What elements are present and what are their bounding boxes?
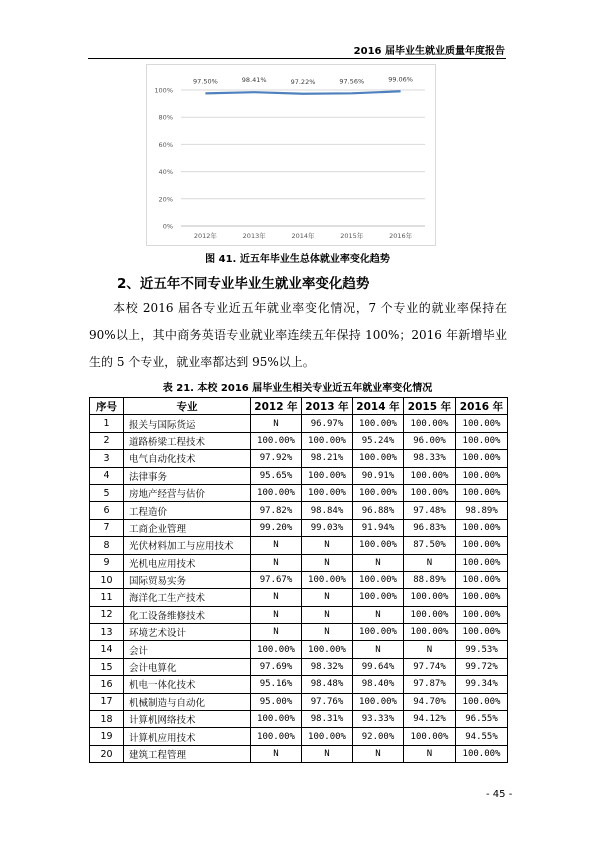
major-cell: 国际贸易实务 — [124, 571, 251, 588]
major-cell: 海洋化工生产技术 — [124, 589, 251, 606]
rate-cell: 100.00% — [302, 571, 353, 588]
rate-cell: N — [353, 745, 404, 762]
table-row — [90, 624, 508, 641]
rate-cell: 100.00% — [353, 415, 404, 432]
rate-cell: 100.00% — [404, 728, 456, 745]
table-row — [90, 467, 508, 484]
table-row — [90, 745, 508, 762]
rate-cell: N — [404, 745, 456, 762]
row-index-cell: 12 — [90, 606, 124, 623]
y-tick-label: 60% — [158, 140, 173, 149]
major-cell: 会计电算化 — [124, 658, 251, 675]
rate-cell: 100.00% — [456, 589, 508, 606]
major-cell: 工程造价 — [124, 502, 251, 519]
rate-cell: 100.00% — [456, 467, 508, 484]
rate-cell: 100.00% — [456, 571, 508, 588]
rate-cell: N — [353, 641, 404, 658]
rate-cell: 99.72% — [456, 658, 508, 675]
rate-cell: 97.69% — [251, 658, 302, 675]
y-tick-label: 0% — [162, 222, 173, 231]
rate-cell: 92.00% — [353, 728, 404, 745]
rate-cell: N — [251, 606, 302, 623]
rate-cell: 95.24% — [353, 432, 404, 449]
row-index-cell: 13 — [90, 624, 124, 641]
row-index-cell: 19 — [90, 728, 124, 745]
rate-cell: 100.00% — [456, 537, 508, 554]
employment-rate-chart — [146, 64, 436, 246]
rate-cell: 100.00% — [353, 693, 404, 710]
rate-cell: 100.00% — [456, 554, 508, 571]
rate-cell: 100.00% — [456, 624, 508, 641]
table-header-row — [90, 398, 508, 415]
rate-cell: 97.92% — [251, 450, 302, 467]
rate-cell: 98.40% — [353, 676, 404, 693]
rate-cell: 100.00% — [302, 728, 353, 745]
rate-cell: 95.00% — [251, 693, 302, 710]
rate-cell: N — [251, 624, 302, 641]
rate-cell: 100.00% — [456, 450, 508, 467]
table-row — [90, 641, 508, 658]
rate-cell: 94.55% — [456, 728, 508, 745]
rate-cell: 95.65% — [251, 467, 302, 484]
table-row — [90, 502, 508, 519]
row-index-cell: 7 — [90, 519, 124, 536]
major-cell: 会计 — [124, 641, 251, 658]
major-cell: 机械制造与自动化 — [124, 693, 251, 710]
running-header: 2016 届毕业生就业质量年度报告 — [353, 46, 505, 57]
major-cell: 建筑工程管理 — [124, 745, 251, 762]
rate-cell: N — [251, 415, 302, 432]
rate-cell: 100.00% — [353, 450, 404, 467]
row-index-cell: 14 — [90, 641, 124, 658]
x-tick-label: 2016年 — [389, 232, 413, 240]
rate-cell: 99.03% — [302, 519, 353, 536]
rate-cell: 100.00% — [302, 641, 353, 658]
rate-cell: 96.97% — [302, 415, 353, 432]
column-header: 2015 年 — [404, 398, 456, 415]
column-header: 2013 年 — [302, 398, 353, 415]
rate-cell: 99.20% — [251, 519, 302, 536]
rate-cell: 88.89% — [404, 571, 456, 588]
rate-cell: 95.16% — [251, 676, 302, 693]
body-paragraph: 本校 2016 届各专业近五年就业率变化情况，7 个专业的就业率保持在 90%以上，其中商务英语专业就业率连续五年保持 100%；2016 年新增毕业生的 5 个专业，就业率都达到 95%以上。 — [89, 301, 507, 369]
rate-cell: 100.00% — [456, 432, 508, 449]
rate-cell: 99.64% — [353, 658, 404, 675]
x-tick-label: 2012年 — [193, 232, 217, 240]
rate-cell: 100.00% — [302, 467, 353, 484]
row-index-cell: 15 — [90, 658, 124, 675]
rate-cell: 96.88% — [353, 502, 404, 519]
row-index-cell: 16 — [90, 676, 124, 693]
rate-cell: 100.00% — [302, 432, 353, 449]
y-tick-label: 40% — [158, 168, 173, 177]
rate-cell: N — [251, 745, 302, 762]
major-cell: 光伏材料加工与应用技术 — [124, 537, 251, 554]
row-index-cell: 8 — [90, 537, 124, 554]
row-index-cell: 20 — [90, 745, 124, 762]
row-index-cell: 5 — [90, 484, 124, 501]
major-cell: 环境艺术设计 — [124, 624, 251, 641]
employment-rate-table — [89, 397, 508, 763]
row-index-cell: 10 — [90, 571, 124, 588]
rate-cell: 100.00% — [251, 484, 302, 501]
x-tick-label: 2013年 — [242, 232, 266, 240]
rate-cell: 99.34% — [456, 676, 508, 693]
header-rule — [88, 58, 506, 59]
table-row — [90, 676, 508, 693]
rate-cell: 97.82% — [251, 502, 302, 519]
rate-cell: 97.67% — [251, 571, 302, 588]
rate-cell: 94.12% — [404, 711, 456, 728]
rate-cell: 99.53% — [456, 641, 508, 658]
major-cell: 计算机网络技术 — [124, 711, 251, 728]
rate-cell: 97.74% — [404, 658, 456, 675]
rate-cell: 100.00% — [404, 415, 456, 432]
rate-cell: 100.00% — [302, 484, 353, 501]
rate-cell: 100.00% — [456, 415, 508, 432]
rate-cell: 97.76% — [302, 693, 353, 710]
rate-cell: 100.00% — [456, 606, 508, 623]
rate-cell: 100.00% — [353, 484, 404, 501]
table-row — [90, 693, 508, 710]
column-header: 2012 年 — [251, 398, 302, 415]
table-row — [90, 519, 508, 536]
rate-cell: N — [302, 745, 353, 762]
rate-cell: N — [302, 589, 353, 606]
data-label: 97.50% — [193, 77, 218, 86]
major-cell: 法律事务 — [124, 467, 251, 484]
chart-svg — [147, 65, 435, 245]
figure-caption: 图 41. 近五年毕业生总体就业率变化趋势 — [205, 254, 390, 265]
table-body — [90, 415, 508, 763]
row-index-cell: 1 — [90, 415, 124, 432]
y-tick-label: 80% — [158, 113, 173, 122]
rate-cell: 91.94% — [353, 519, 404, 536]
table-row — [90, 450, 508, 467]
table-row — [90, 537, 508, 554]
rate-cell: 100.00% — [404, 467, 456, 484]
major-cell: 光机电应用技术 — [124, 554, 251, 571]
row-index-cell: 2 — [90, 432, 124, 449]
major-cell: 房地产经营与估价 — [124, 484, 251, 501]
major-cell: 机电一体化技术 — [124, 676, 251, 693]
data-label: 99.06% — [388, 75, 413, 84]
table-row — [90, 484, 508, 501]
column-header: 专业 — [124, 398, 251, 415]
section-heading: 2、近五年不同专业毕业生就业率变化趋势 — [117, 276, 370, 292]
rate-cell: 100.00% — [353, 624, 404, 641]
row-index-cell: 3 — [90, 450, 124, 467]
rate-cell: 100.00% — [251, 432, 302, 449]
rate-cell: 93.33% — [353, 711, 404, 728]
row-index-cell: 4 — [90, 467, 124, 484]
major-cell: 道路桥梁工程技术 — [124, 432, 251, 449]
y-tick-label: 20% — [158, 195, 173, 204]
rate-cell: 98.21% — [302, 450, 353, 467]
rate-cell: 98.31% — [302, 711, 353, 728]
rate-cell: 100.00% — [353, 571, 404, 588]
table-row — [90, 589, 508, 606]
row-index-cell: 11 — [90, 589, 124, 606]
rate-cell: 98.84% — [302, 502, 353, 519]
rate-cell: 100.00% — [456, 519, 508, 536]
major-cell: 报关与国际货运 — [124, 415, 251, 432]
rate-cell: N — [353, 554, 404, 571]
rate-cell: 100.00% — [251, 728, 302, 745]
rate-cell: 98.89% — [456, 502, 508, 519]
column-header: 2016 年 — [456, 398, 508, 415]
data-label: 98.41% — [241, 76, 267, 85]
rate-cell: 97.87% — [404, 676, 456, 693]
data-label: 97.22% — [290, 77, 316, 86]
major-cell: 化工设备维修技术 — [124, 606, 251, 623]
table-row — [90, 554, 508, 571]
table-row — [90, 711, 508, 728]
data-label: 97.56% — [339, 77, 365, 86]
rate-cell: 100.00% — [456, 484, 508, 501]
table-row — [90, 658, 508, 675]
x-tick-label: 2015年 — [340, 232, 364, 240]
series-line — [205, 91, 400, 94]
rate-cell: 96.55% — [456, 711, 508, 728]
rate-cell: 87.50% — [404, 537, 456, 554]
rate-cell: 96.00% — [404, 432, 456, 449]
table-row — [90, 571, 508, 588]
major-cell: 计算机应用技术 — [124, 728, 251, 745]
rate-cell: N — [302, 606, 353, 623]
rate-cell: 96.83% — [404, 519, 456, 536]
rate-cell: 100.00% — [251, 641, 302, 658]
table-row — [90, 728, 508, 745]
rate-cell: 98.33% — [404, 450, 456, 467]
major-cell: 电气自动化技术 — [124, 450, 251, 467]
rate-cell: N — [353, 606, 404, 623]
rate-cell: 100.00% — [456, 745, 508, 762]
rate-cell: N — [251, 537, 302, 554]
rate-cell: 100.00% — [353, 537, 404, 554]
rate-cell: N — [302, 537, 353, 554]
rate-cell: 100.00% — [404, 589, 456, 606]
rate-cell: N — [404, 641, 456, 658]
rate-cell: 97.48% — [404, 502, 456, 519]
rate-cell: 100.00% — [353, 589, 404, 606]
rate-cell: N — [404, 554, 456, 571]
rate-cell: 98.48% — [302, 676, 353, 693]
rate-cell: 100.00% — [251, 711, 302, 728]
column-header: 2014 年 — [353, 398, 404, 415]
rate-cell: 100.00% — [404, 606, 456, 623]
table-row — [90, 606, 508, 623]
table-row — [90, 415, 508, 432]
rate-cell: 100.00% — [456, 693, 508, 710]
column-header: 序号 — [90, 398, 124, 415]
row-index-cell: 17 — [90, 693, 124, 710]
rate-cell: N — [251, 554, 302, 571]
rate-cell: 98.32% — [302, 658, 353, 675]
rate-cell: 94.70% — [404, 693, 456, 710]
rate-cell: N — [302, 554, 353, 571]
rate-cell: 100.00% — [404, 624, 456, 641]
table-caption: 表 21. 本校 2016 届毕业生相关专业近五年就业率变化情况 — [162, 383, 433, 394]
row-index-cell: 6 — [90, 502, 124, 519]
major-cell: 工商企业管理 — [124, 519, 251, 536]
x-tick-label: 2014年 — [291, 232, 315, 240]
rate-cell: N — [251, 589, 302, 606]
table-row — [90, 432, 508, 449]
rate-cell: 90.91% — [353, 467, 404, 484]
row-index-cell: 18 — [90, 711, 124, 728]
page-number: - 45 - — [486, 789, 513, 800]
rate-cell: 100.00% — [404, 484, 456, 501]
rate-cell: N — [302, 624, 353, 641]
row-index-cell: 9 — [90, 554, 124, 571]
y-tick-label: 100% — [154, 86, 173, 95]
